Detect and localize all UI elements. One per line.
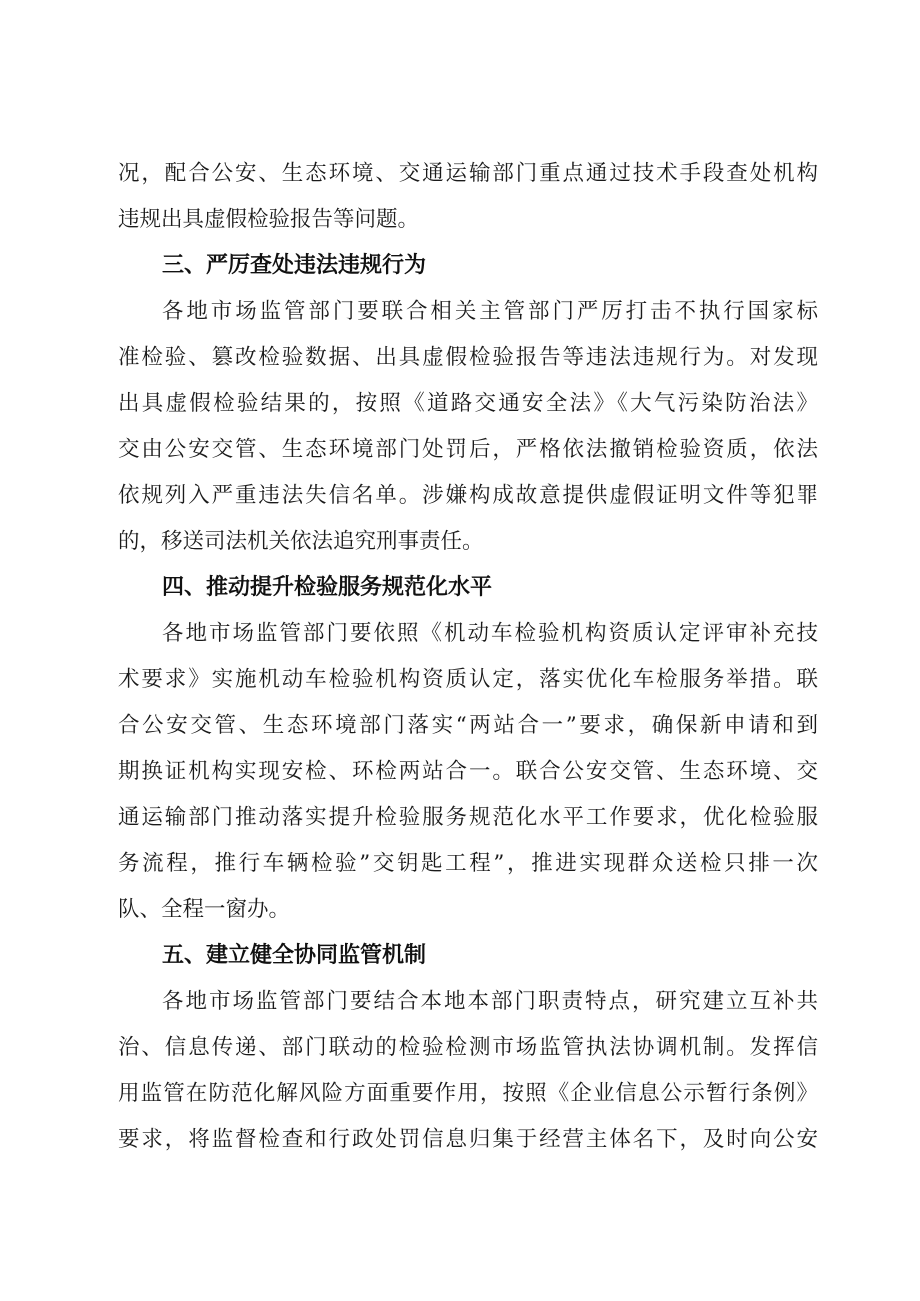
paragraph-line: 务流程，推行车辆检验”交钥匙工程”，推进实现群众送检只排一次 — [118, 851, 818, 876]
paragraph-line: 各地市场监管部门要联合相关主管部门严厉打击不执行国家标 — [162, 299, 818, 324]
paragraph-line: 要求，将监督检查和行政处罚信息归集于经营主体名下，及时向公安 — [118, 1127, 818, 1152]
paragraph-line: 交由公安交管、生态环境部门处罚后，严格依法撤销检验资质，依法 — [118, 437, 818, 462]
paragraph-line: 各地市场监管部门要结合本地本部门职责特点，研究建立互补共 — [162, 989, 818, 1014]
paragraph-line: 各地市场监管部门要依照《机动车检验机构资质认定评审补充技 — [162, 621, 818, 646]
section-heading-5: 五、建立健全协同监管机制 — [162, 943, 427, 968]
paragraph-line: 术要求》实施机动车检验机构资质认定，落实优化车检服务举措。联 — [118, 667, 818, 692]
paragraph-line: 期换证机构实现安检、环检两站合一。联合公安交管、生态环境、交 — [118, 759, 818, 784]
paragraph-line: 的，移送司法机关依法追究刑事责任。 — [118, 529, 484, 554]
paragraph-line: 准检验、篡改检验数据、出具虚假检验报告等违法违规行为。对发现 — [118, 345, 818, 370]
document-body — [118, 151, 818, 1163]
paragraph-line: 况，配合公安、生态环境、交通运输部门重点通过技术手段查处机构 — [118, 161, 818, 186]
paragraph-line: 违规出具虚假检验报告等问题。 — [118, 207, 420, 232]
paragraph-line: 合公安交管、生态环境部门落实“两站合一”要求，确保新申请和到 — [118, 713, 818, 738]
section-heading-3: 三、严厉查处违法违规行为 — [162, 253, 427, 278]
paragraph-line: 用监管在防范化解风险方面重要作用，按照《企业信息公示暂行条例》 — [118, 1081, 818, 1106]
paragraph-line: 通运输部门推动落实提升检验服务规范化水平工作要求，优化检验服 — [118, 805, 818, 830]
paragraph-line: 出具虚假检验结果的，按照《道路交通安全法》《大气污染防治法》 — [118, 391, 818, 416]
paragraph-line: 治、信息传递、部门联动的检验检测市场监管执法协调机制。发挥信 — [118, 1035, 818, 1060]
section-heading-4: 四、推动提升检验服务规范化水平 — [162, 575, 493, 600]
paragraph-line: 依规列入严重违法失信名单。涉嫌构成故意提供虚假证明文件等犯罪 — [118, 483, 818, 508]
paragraph-line: 队、全程一窗办。 — [118, 897, 291, 922]
